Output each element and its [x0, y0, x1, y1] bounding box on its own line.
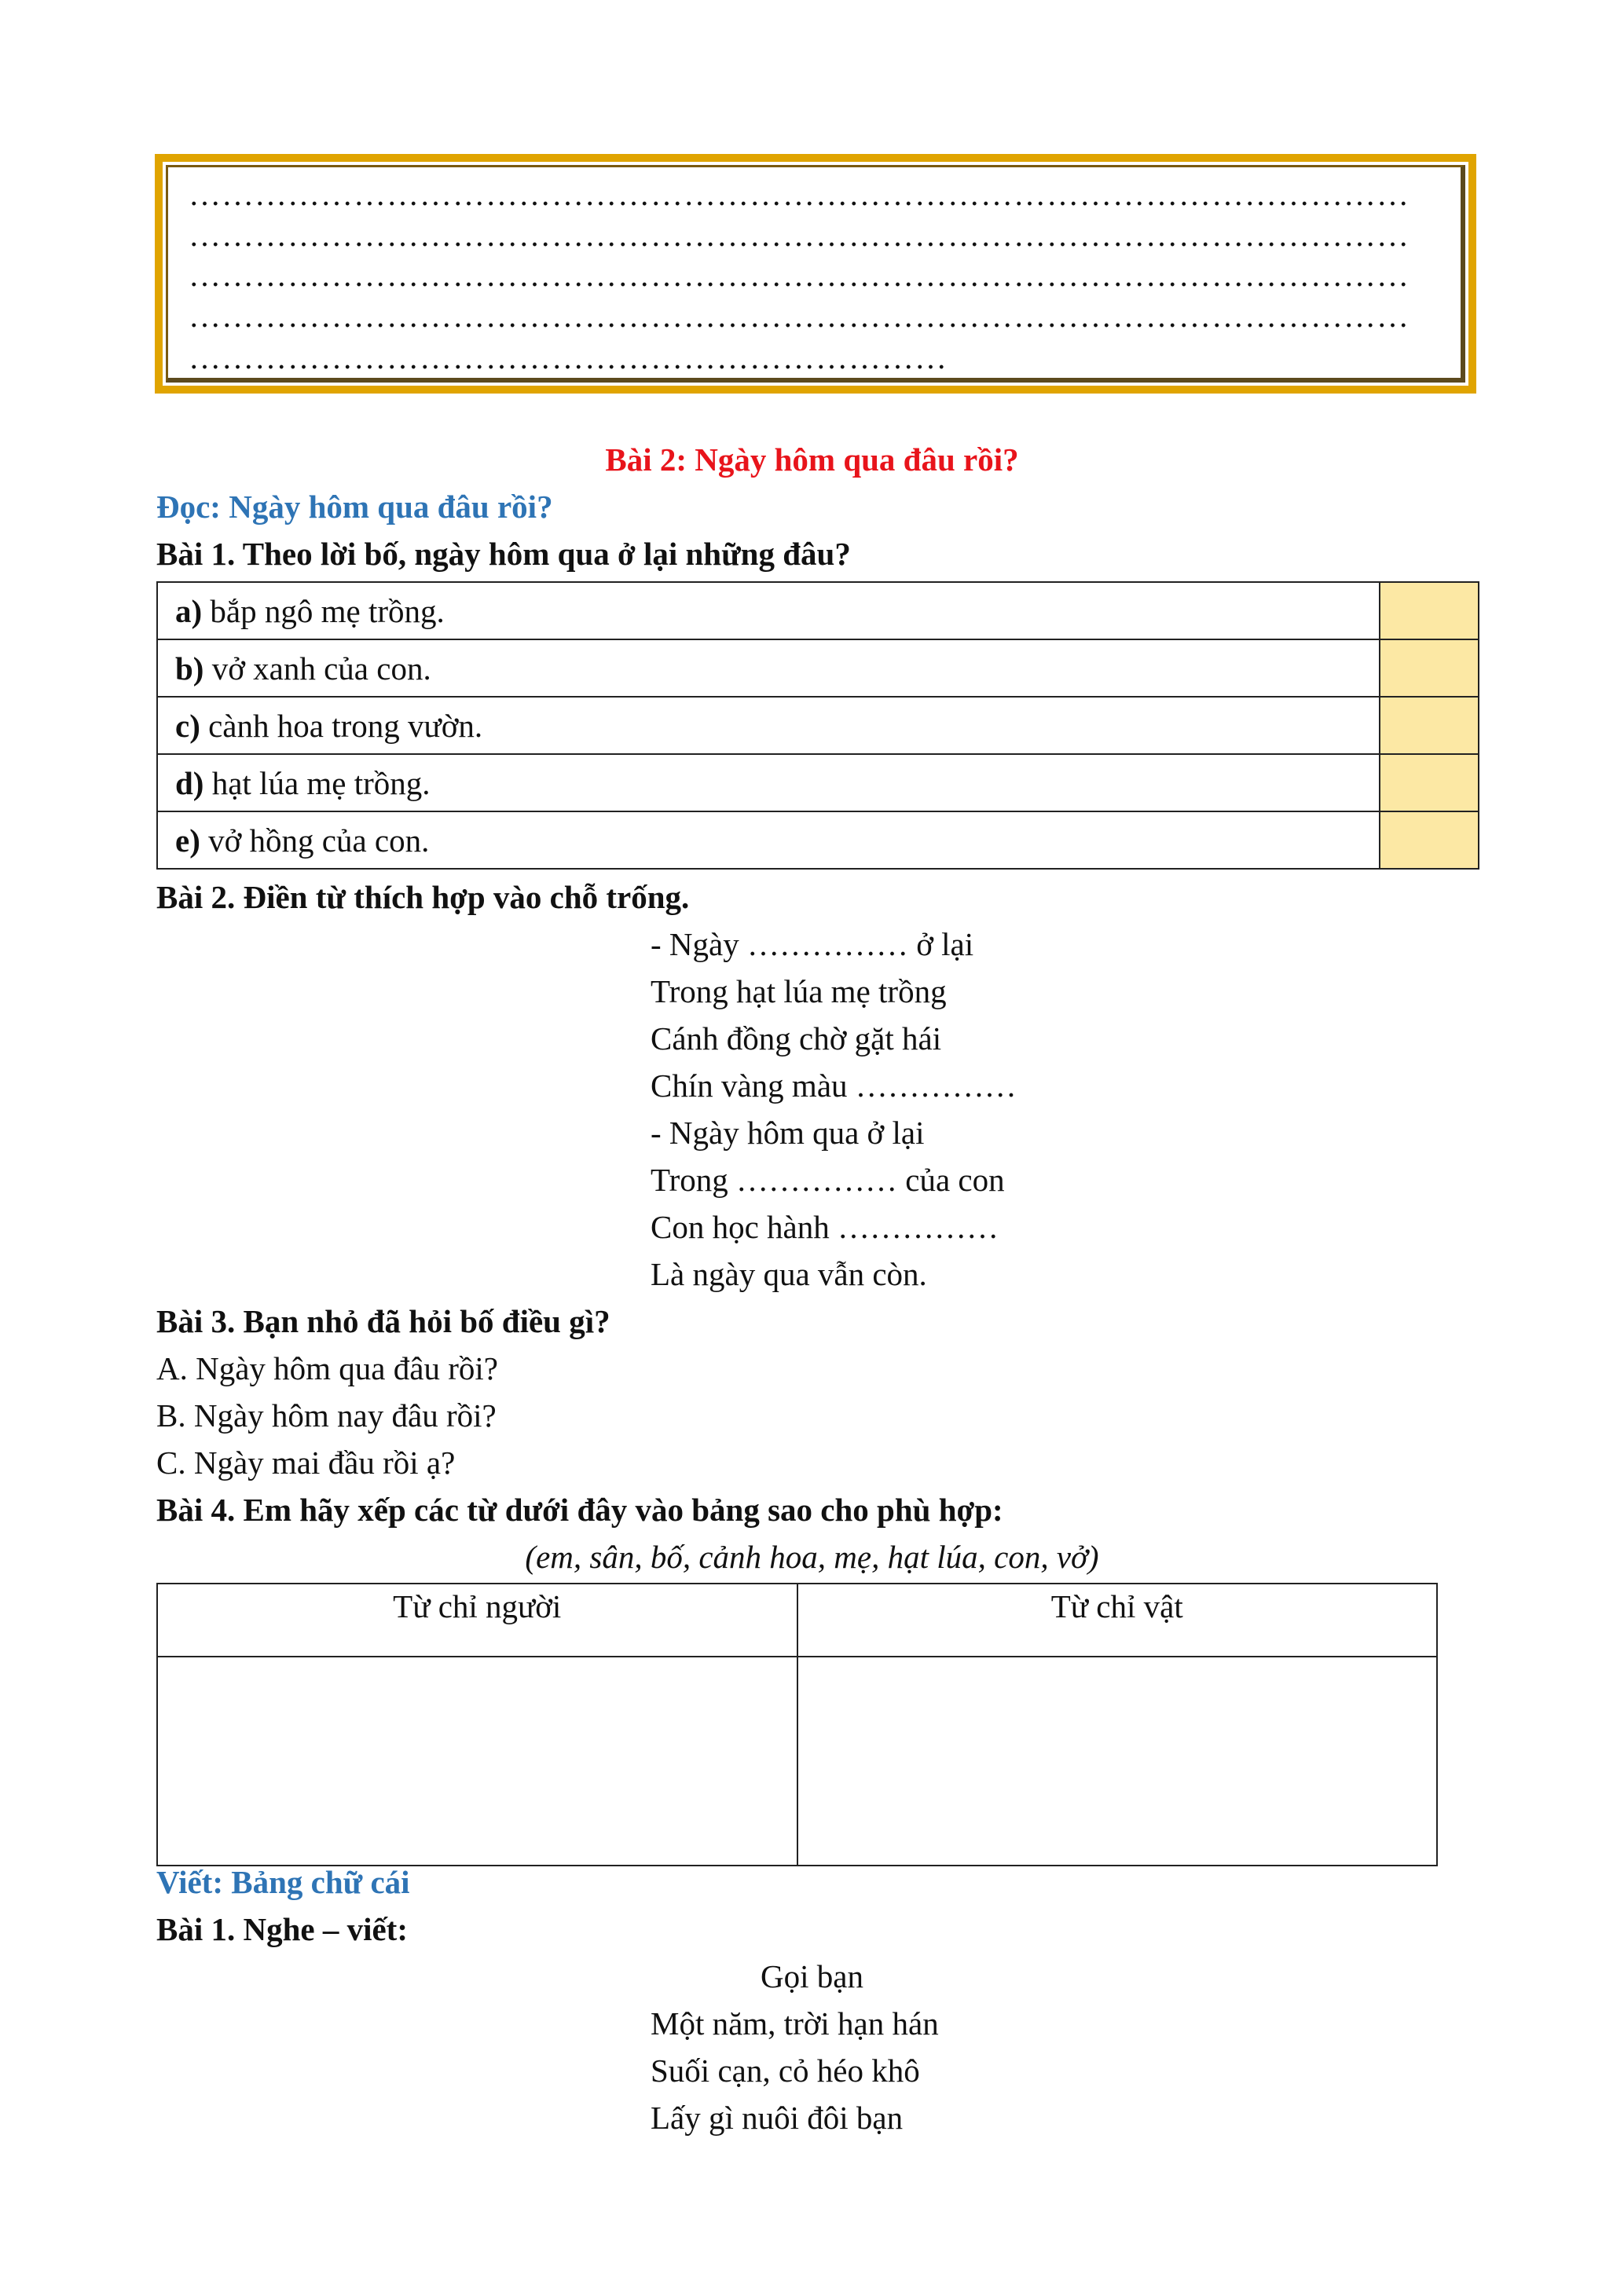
answer-line[interactable]: …………………………………………………………………………………………………: [189, 257, 1410, 293]
option-key: b): [175, 650, 204, 687]
word-list: (em, sân, bố, cảnh hoa, mẹ, hạt lúa, con, vở): [525, 1539, 1099, 1575]
option-row: [157, 639, 1479, 697]
poem-line: Cánh đồng chờ gặt hái: [651, 1020, 942, 1056]
option-label: vở hồng của con.: [200, 822, 430, 859]
option-row: [157, 582, 1479, 639]
classify-table: [156, 1583, 1438, 1866]
option-row: [157, 754, 1479, 811]
option-text: [157, 754, 1380, 811]
answer-frame: [155, 154, 1476, 394]
ex1-title: Bài 1. Theo lời bố, ngày hôm qua ở lại những đâu?: [156, 536, 851, 572]
ex2-title: Bài 2. Điền từ thích hợp vào chỗ trống.: [156, 879, 690, 915]
writing-heading: Viết: Bảng chữ cái: [156, 1864, 410, 1900]
answer-checkbox[interactable]: [1380, 582, 1479, 639]
answer-line[interactable]: …………………………………………………………………………………………………: [189, 217, 1410, 253]
poem-line: Trong …………… của con: [651, 1162, 1005, 1198]
option-text: [157, 639, 1380, 697]
option-label: bắp ngô mẹ trồng.: [202, 592, 445, 629]
options-table: [156, 581, 1479, 870]
option-text: [157, 582, 1380, 639]
col-things-header: Từ chỉ vật: [797, 1584, 1438, 1657]
poem-line: Suối cạn, cỏ héo khô: [651, 2052, 920, 2089]
ex3-title: Bài 3. Bạn nhỏ đã hỏi bố điều gì?: [156, 1303, 610, 1339]
lesson-title: Bài 2: Ngày hôm qua đâu rồi?: [605, 441, 1019, 478]
option-key: d): [175, 764, 204, 801]
poem-line: Trong hạt lúa mẹ trồng: [651, 973, 947, 1009]
option-row: [157, 811, 1479, 869]
answer-line[interactable]: …………………………………………………………………………………………………: [189, 298, 1410, 334]
answer-line[interactable]: ……………………………………………………………: [189, 339, 948, 375]
option-key: c): [175, 707, 200, 744]
poem-line: Chín vàng màu ……………: [651, 1067, 1017, 1104]
poem-line: Là ngày qua vẫn còn.: [651, 1256, 927, 1292]
reading-heading: Đọc: Ngày hôm qua đâu rồi?: [156, 489, 553, 525]
option-label: hạt lúa mẹ trồng.: [203, 764, 431, 801]
option-label: cành hoa trong vườn.: [200, 707, 483, 744]
option-key: e): [175, 822, 200, 859]
things-answer-cell[interactable]: [797, 1657, 1438, 1866]
people-answer-cell[interactable]: [157, 1657, 797, 1866]
poem-line: Một năm, trời hạn hán: [651, 2005, 939, 2041]
answer-line[interactable]: …………………………………………………………………………………………………: [189, 176, 1410, 212]
poem-line: Con học hành ……………: [651, 1209, 999, 1245]
option-key: a): [175, 592, 203, 629]
option-row: [157, 697, 1479, 754]
answer-checkbox[interactable]: [1380, 697, 1479, 754]
option-label: vở xanh của con.: [203, 650, 431, 687]
answer-frame-inner: [166, 165, 1465, 383]
choice-b[interactable]: B. Ngày hôm nay đâu rồi?: [156, 1397, 497, 1434]
poem-line: Lấy gì nuôi đôi bạn: [651, 2100, 904, 2136]
option-text: [157, 697, 1380, 754]
dictation-title: Bài 1. Nghe – viết:: [156, 1911, 408, 1947]
option-text: [157, 811, 1380, 869]
poem-line: - Ngày …………… ở lại: [651, 926, 974, 962]
ex4-title: Bài 4. Em hãy xếp các từ dưới đây vào bảng sao cho phù hợp:: [156, 1492, 1003, 1528]
choice-c[interactable]: C. Ngày mai đầu rồi ạ?: [156, 1445, 456, 1481]
col-people-header: Từ chỉ người: [157, 1584, 797, 1657]
answer-checkbox[interactable]: [1380, 811, 1479, 869]
poem-title: Gọi bạn: [761, 1958, 863, 1994]
poem-line: - Ngày hôm qua ở lại: [651, 1115, 925, 1151]
choice-a[interactable]: A. Ngày hôm qua đâu rồi?: [156, 1350, 498, 1386]
answer-checkbox[interactable]: [1380, 639, 1479, 697]
answer-checkbox[interactable]: [1380, 754, 1479, 811]
